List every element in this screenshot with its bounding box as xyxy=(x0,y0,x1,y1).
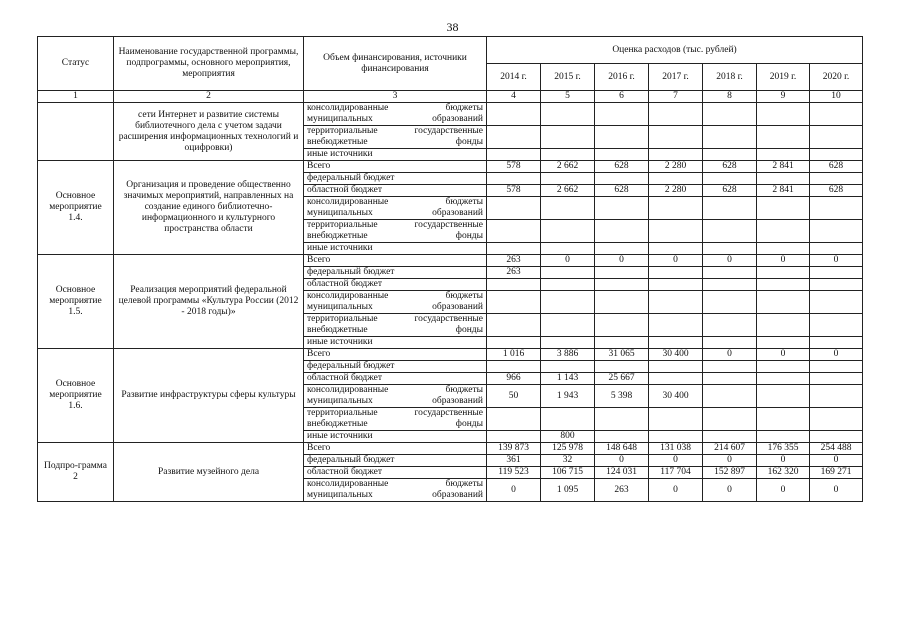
value-cell: 0 xyxy=(810,349,863,361)
source-label: консолидированные бюджеты муниципальных образований xyxy=(304,291,487,314)
value-cell: 628 xyxy=(810,185,863,197)
header-year: 2015 г. xyxy=(541,64,595,91)
status-cell: Основное мероприятие 1.5. xyxy=(38,255,114,349)
header-program: Наименование государственной программы, подпрограммы, основного мероприятия, мероприятия xyxy=(114,37,304,91)
value-cell: 176 355 xyxy=(757,443,810,455)
value-cell: 2 280 xyxy=(649,161,703,173)
value-cell: 0 xyxy=(703,455,757,467)
value-cell: 263 xyxy=(595,479,649,502)
source-label: областной бюджет xyxy=(304,279,487,291)
value-cell: 0 xyxy=(810,255,863,267)
source-label: Всего xyxy=(304,349,487,361)
source-label: областной бюджет xyxy=(304,373,487,385)
table-row xyxy=(38,103,863,126)
value-cell: 31 065 xyxy=(595,349,649,361)
value-cell: 124 031 xyxy=(595,467,649,479)
column-index: 5 xyxy=(541,91,595,103)
program-name: Развитие инфраструктуры сферы культуры xyxy=(114,349,304,443)
value-cell: 148 648 xyxy=(595,443,649,455)
value-cell: 2 662 xyxy=(541,185,595,197)
value-cell: 0 xyxy=(487,479,541,502)
value-cell: 30 400 xyxy=(649,349,703,361)
header-year: 2017 г. xyxy=(649,64,703,91)
header-year: 2020 г. xyxy=(810,64,863,91)
value-cell: 106 715 xyxy=(541,467,595,479)
value-cell: 263 xyxy=(487,255,541,267)
value-cell: 1 943 xyxy=(541,385,595,408)
value-cell: 628 xyxy=(703,185,757,197)
table-row xyxy=(38,161,863,173)
value-cell: 214 607 xyxy=(703,443,757,455)
value-cell: 50 xyxy=(487,385,541,408)
source-label: федеральный бюджет xyxy=(304,455,487,467)
value-cell: 628 xyxy=(703,161,757,173)
value-cell: 2 841 xyxy=(757,185,810,197)
column-index: 8 xyxy=(703,91,757,103)
header-estimate: Оценка расходов (тыс. рублей) xyxy=(487,37,863,64)
value-cell: 0 xyxy=(703,479,757,502)
budget-table xyxy=(37,36,863,502)
page-number: 38 xyxy=(446,20,459,34)
column-index: 9 xyxy=(757,91,810,103)
source-label: Всего xyxy=(304,161,487,173)
value-cell: 125 978 xyxy=(541,443,595,455)
value-cell: 0 xyxy=(810,479,863,502)
column-index: 10 xyxy=(810,91,863,103)
table-row xyxy=(38,349,863,361)
value-cell: 30 400 xyxy=(649,385,703,408)
source-label: консолидированные бюджеты муниципальных образований xyxy=(304,197,487,220)
table-row xyxy=(38,443,863,455)
source-label: консолидированные бюджеты муниципальных образований xyxy=(304,385,487,408)
source-label: иные источники xyxy=(304,149,487,161)
value-cell: 628 xyxy=(595,185,649,197)
value-cell: 1 143 xyxy=(541,373,595,385)
value-cell: 1 016 xyxy=(487,349,541,361)
value-cell: 0 xyxy=(757,455,810,467)
program-name: Развитие музейного дела xyxy=(114,443,304,502)
source-label: областной бюджет xyxy=(304,467,487,479)
value-cell: 0 xyxy=(649,455,703,467)
value-cell: 2 841 xyxy=(757,161,810,173)
status-cell: Основное мероприятие 1.4. xyxy=(38,161,114,255)
source-label: иные источники xyxy=(304,243,487,255)
source-label: территориальные государственные внебюджетные фонды xyxy=(304,408,487,431)
value-cell: 0 xyxy=(757,255,810,267)
program-name: сети Интернет и развитие системы библиотечного дела с учетом задачи расширения информационных технологий и оцифровки) xyxy=(114,103,304,161)
source-label: консолидированные бюджеты муниципальных образований xyxy=(304,103,487,126)
value-cell: 0 xyxy=(595,455,649,467)
source-label: консолидированные бюджеты муниципальных образований xyxy=(304,479,487,502)
value-cell: 32 xyxy=(541,455,595,467)
status-cell: Подпро-грамма 2 xyxy=(38,443,114,502)
header-funding: Объем финансирования, источники финансирования xyxy=(304,37,487,91)
value-cell: 0 xyxy=(757,479,810,502)
value-cell: 169 271 xyxy=(810,467,863,479)
program-name: Организация и проведение общественно значимых мероприятий, направленных на создание единого библиотечно-информационного и культурного пространства области xyxy=(114,161,304,255)
value-cell: 0 xyxy=(703,349,757,361)
value-cell: 2 662 xyxy=(541,161,595,173)
value-cell: 628 xyxy=(810,161,863,173)
value-cell: 254 488 xyxy=(810,443,863,455)
value-cell: 0 xyxy=(703,255,757,267)
source-label: территориальные государственные внебюджетные фонды xyxy=(304,314,487,337)
status-cell xyxy=(38,103,114,161)
source-label: федеральный бюджет xyxy=(304,267,487,279)
value-cell: 119 523 xyxy=(487,467,541,479)
value-cell: 139 873 xyxy=(487,443,541,455)
column-index: 6 xyxy=(595,91,649,103)
column-index: 1 xyxy=(38,91,114,103)
value-cell: 162 320 xyxy=(757,467,810,479)
header-year: 2019 г. xyxy=(757,64,810,91)
source-label: федеральный бюджет xyxy=(304,173,487,185)
value-cell: 3 886 xyxy=(541,349,595,361)
value-cell: 0 xyxy=(757,349,810,361)
value-cell: 0 xyxy=(541,255,595,267)
source-label: иные источники xyxy=(304,431,487,443)
value-cell: 0 xyxy=(649,255,703,267)
value-cell: 263 xyxy=(487,267,541,279)
value-cell: 800 xyxy=(541,431,595,443)
value-cell: 578 xyxy=(487,185,541,197)
source-label: территориальные государственные внебюджетные фонды xyxy=(304,220,487,243)
value-cell: 131 038 xyxy=(649,443,703,455)
source-label: областной бюджет xyxy=(304,185,487,197)
program-name: Реализация мероприятий федеральной целевой программы «Культура России (2012 - 2018 годы)» xyxy=(114,255,304,349)
value-cell: 152 897 xyxy=(703,467,757,479)
source-label: Всего xyxy=(304,443,487,455)
header-status: Статус xyxy=(38,37,114,91)
value-cell: 628 xyxy=(595,161,649,173)
value-cell: 0 xyxy=(649,479,703,502)
value-cell: 0 xyxy=(595,255,649,267)
value-cell: 25 667 xyxy=(595,373,649,385)
source-label: территориальные государственные внебюджетные фонды xyxy=(304,126,487,149)
value-cell: 5 398 xyxy=(595,385,649,408)
column-index: 4 xyxy=(487,91,541,103)
value-cell: 2 280 xyxy=(649,185,703,197)
status-cell: Основное мероприятие 1.6. xyxy=(38,349,114,443)
column-index: 2 xyxy=(114,91,304,103)
value-cell: 361 xyxy=(487,455,541,467)
header-year: 2014 г. xyxy=(487,64,541,91)
value-cell: 578 xyxy=(487,161,541,173)
column-index: 7 xyxy=(649,91,703,103)
source-label: Всего xyxy=(304,255,487,267)
source-label: федеральный бюджет xyxy=(304,361,487,373)
value-cell xyxy=(487,431,541,443)
value-cell: 117 704 xyxy=(649,467,703,479)
value-cell: 1 095 xyxy=(541,479,595,502)
header-year: 2016 г. xyxy=(595,64,649,91)
column-index: 3 xyxy=(304,91,487,103)
source-label: иные источники xyxy=(304,337,487,349)
value-cell: 0 xyxy=(810,455,863,467)
header-year: 2018 г. xyxy=(703,64,757,91)
table-row xyxy=(38,255,863,267)
value-cell: 966 xyxy=(487,373,541,385)
